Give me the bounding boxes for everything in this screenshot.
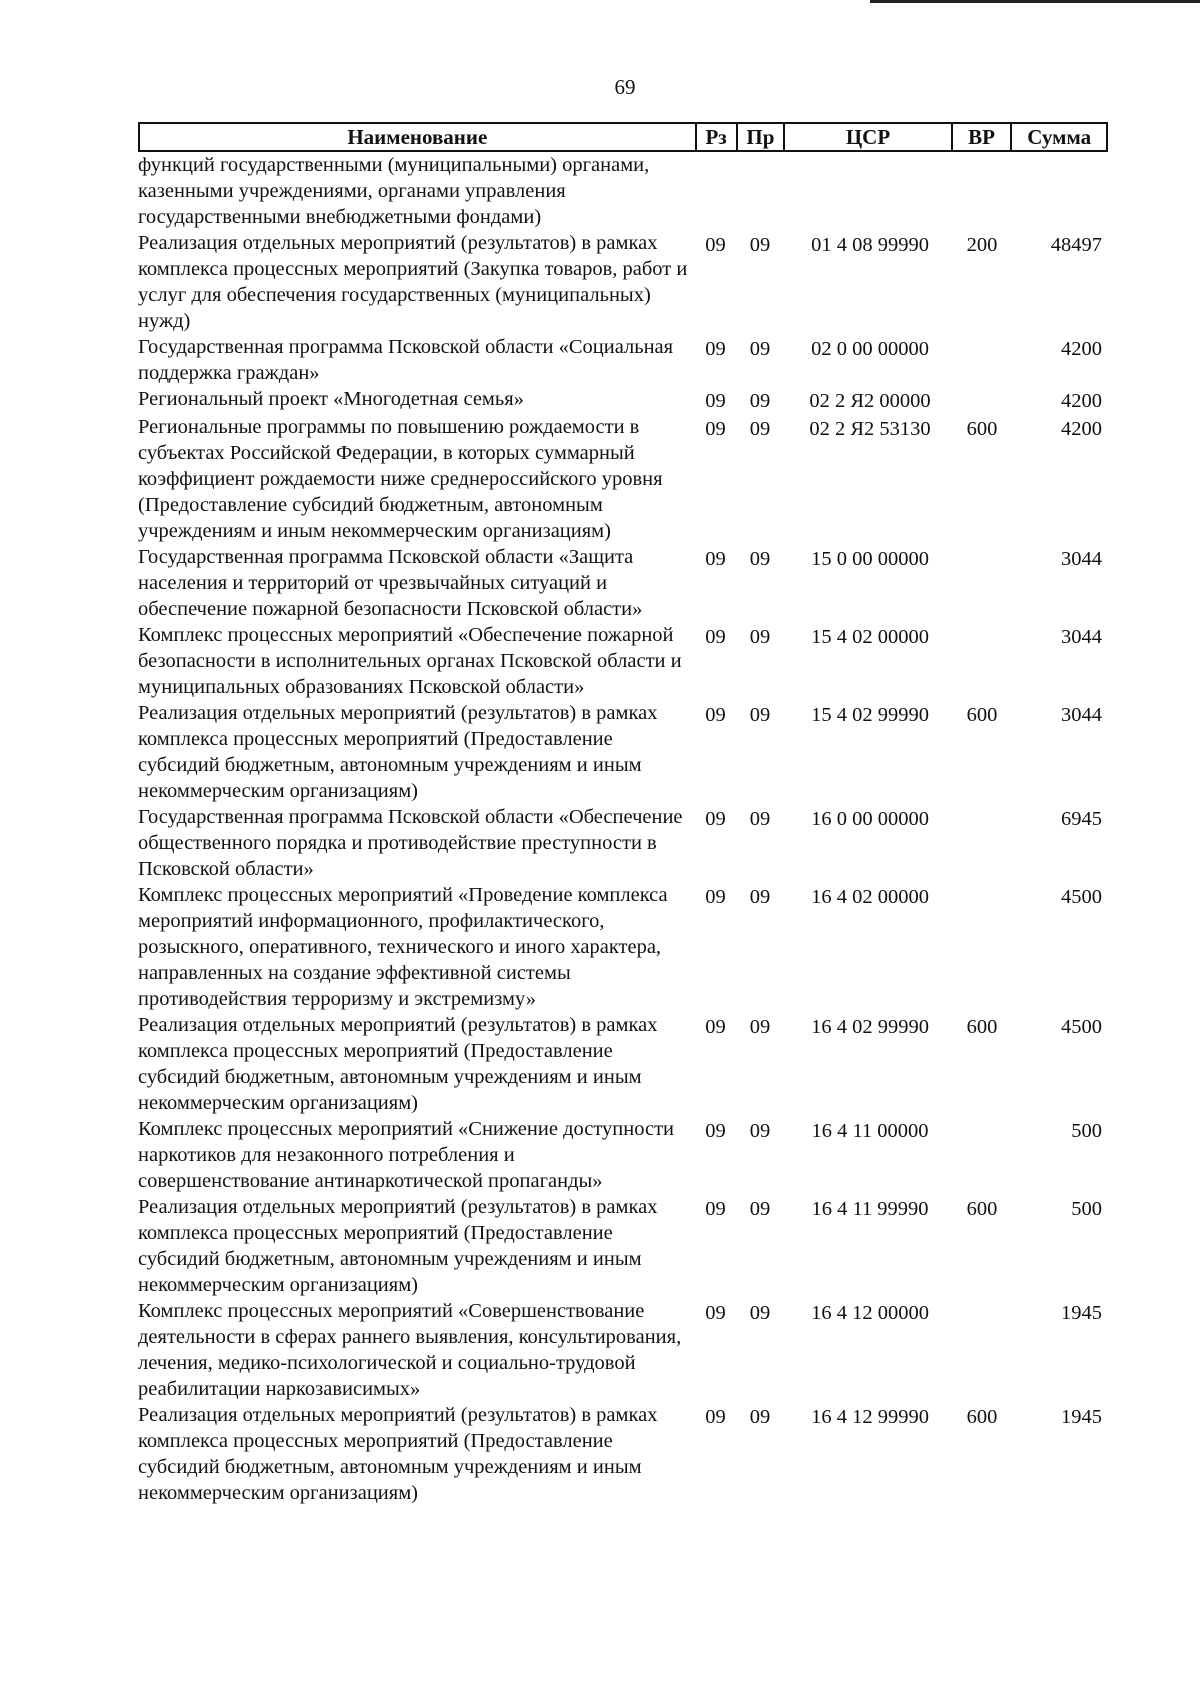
- row-vr-text: [952, 882, 1012, 884]
- row-vr-text: 600: [966, 1198, 998, 1220]
- row-name-text: Реализация отдельных мероприятий (результатов) в рамках комплекса процессных мероприятий (Предоставление субсидий бюджетным, автономным учреждениям и иным некоммерческим организациям): [138, 1404, 658, 1504]
- row-pr: [736, 622, 784, 700]
- row-pr: [736, 882, 784, 1012]
- row-vr: [952, 1012, 1012, 1116]
- row-rz-text: [695, 152, 736, 154]
- table-row: [138, 152, 1108, 230]
- table-row: [138, 334, 1108, 386]
- row-vr-text: [952, 152, 1012, 154]
- table-row: [138, 544, 1108, 622]
- row-name: [138, 152, 695, 230]
- row-rz-text: 09: [705, 1406, 726, 1428]
- row-sum: [1012, 1012, 1108, 1116]
- row-pr-text: 09: [749, 808, 771, 830]
- row-pr-text: 09: [749, 234, 771, 256]
- row-rz-text: 09: [705, 626, 726, 648]
- row-csr: [784, 622, 952, 700]
- row-pr: [736, 700, 784, 804]
- row-rz: [695, 1298, 736, 1402]
- table-row: [138, 1298, 1108, 1402]
- row-name: [138, 386, 695, 414]
- row-rz-text: 09: [705, 548, 726, 570]
- row-pr: [736, 152, 784, 230]
- header-name: Наименование: [347, 124, 488, 149]
- row-csr-text: 16 0 00 00000: [811, 808, 929, 830]
- row-name: [138, 334, 695, 386]
- table-row: [138, 1402, 1108, 1506]
- row-pr: [736, 386, 784, 414]
- row-vr-text: 200: [966, 234, 998, 256]
- row-csr-text: 02 0 00 00000: [811, 338, 929, 360]
- row-rz: [695, 882, 736, 1012]
- row-name-text: функций государственными (муниципальными) органами, казенными учреждениями, органами управления государственными внебюджетными фондами): [138, 154, 650, 228]
- row-sum: [1012, 804, 1108, 882]
- row-pr-text: [736, 152, 784, 154]
- row-sum-text: 500: [1071, 1120, 1102, 1142]
- row-vr-text: 600: [966, 1016, 998, 1038]
- row-rz: [695, 1194, 736, 1298]
- row-csr: [784, 334, 952, 386]
- header-csr: ЦСР: [783, 124, 950, 150]
- table-row: [138, 1116, 1108, 1194]
- table-row: [138, 804, 1108, 882]
- row-rz: [695, 334, 736, 386]
- row-rz: [695, 414, 736, 544]
- row-csr: [784, 230, 952, 334]
- row-vr: [952, 386, 1012, 414]
- row-rz-text: 09: [705, 390, 726, 412]
- row-csr: [784, 700, 952, 804]
- row-sum-text: 3044: [1061, 704, 1102, 726]
- table-row: [138, 882, 1108, 1012]
- row-sum-text: 500: [1071, 1198, 1102, 1220]
- row-pr-text: 09: [749, 1406, 771, 1428]
- table-row: [138, 700, 1108, 804]
- row-pr: [736, 230, 784, 334]
- row-name-text: Региональный проект «Многодетная семья»: [138, 388, 524, 410]
- header-pr: Пр: [736, 124, 784, 150]
- row-vr-text: 600: [966, 418, 998, 440]
- row-name: [138, 622, 695, 700]
- row-pr-text: 09: [749, 338, 771, 360]
- row-sum: [1012, 334, 1108, 386]
- row-csr: [784, 1012, 952, 1116]
- row-pr-text: 09: [749, 390, 771, 412]
- row-csr: [784, 1116, 952, 1194]
- row-csr: [784, 544, 952, 622]
- row-csr-text: 01 4 08 99990: [811, 234, 929, 256]
- row-vr-text: [952, 386, 1012, 388]
- row-sum: [1012, 700, 1108, 804]
- table-row: [138, 386, 1108, 414]
- row-csr: [784, 882, 952, 1012]
- row-csr: [784, 152, 952, 230]
- row-vr-text: [952, 1116, 1012, 1118]
- budget-table: [138, 122, 1108, 1506]
- row-rz-text: 09: [705, 1302, 726, 1324]
- row-rz-text: 09: [705, 1120, 726, 1142]
- row-sum: [1012, 1116, 1108, 1194]
- row-pr-text: 09: [749, 1302, 771, 1324]
- row-sum-text: 1945: [1061, 1302, 1102, 1324]
- row-pr-text: 09: [749, 1120, 771, 1142]
- row-rz: [695, 386, 736, 414]
- row-name-text: Комплекс процессных мероприятий «Проведение комплекса мероприятий информационного, профилактического, розыскного, оперативного, технического и иного характера, направленных на создание эффективной системы противодействия терроризму и экстремизму»: [138, 884, 668, 1010]
- row-sum-text: 4500: [1061, 1016, 1102, 1038]
- table-row: [138, 622, 1108, 700]
- row-rz: [695, 804, 736, 882]
- row-vr: [952, 1402, 1012, 1506]
- row-sum: [1012, 1298, 1108, 1402]
- header-sum: Сумма: [1010, 124, 1106, 150]
- row-sum-text: 4500: [1061, 886, 1102, 908]
- table-row: [138, 1194, 1108, 1298]
- row-sum: [1012, 230, 1108, 334]
- row-sum: [1012, 414, 1108, 544]
- row-pr-text: 09: [749, 886, 771, 908]
- row-pr-text: 09: [749, 626, 771, 648]
- row-vr: [952, 414, 1012, 544]
- row-sum: [1012, 386, 1108, 414]
- row-pr: [736, 1116, 784, 1194]
- row-vr: [952, 622, 1012, 700]
- row-csr: [784, 414, 952, 544]
- row-pr-text: 09: [749, 1198, 771, 1220]
- row-sum-text: 4200: [1061, 418, 1102, 440]
- row-vr: [952, 804, 1012, 882]
- row-sum-text: 1945: [1061, 1406, 1102, 1428]
- row-name-text: Реализация отдельных мероприятий (результатов) в рамках комплекса процессных мероприятий (Предоставление субсидий бюджетным, автономным учреждениям и иным некоммерческим организациям): [138, 1196, 658, 1296]
- row-vr: [952, 1194, 1012, 1298]
- row-vr: [952, 1298, 1012, 1402]
- row-sum: [1012, 544, 1108, 622]
- row-rz-text: 09: [705, 234, 726, 256]
- row-name-text: Государственная программа Псковской области «Обеспечение общественного порядка и противодействие преступности в Псковской области»: [138, 806, 683, 880]
- row-csr: [784, 386, 952, 414]
- row-csr-text: 16 4 11 00000: [811, 1120, 929, 1142]
- row-name: [138, 1116, 695, 1194]
- row-vr-text: 600: [966, 1406, 998, 1428]
- row-pr: [736, 414, 784, 544]
- page-number: 69: [614, 75, 636, 99]
- row-csr-text: 16 4 02 99990: [811, 1016, 929, 1038]
- row-name: [138, 414, 695, 544]
- row-name-text: Государственная программа Псковской области «Защита населения и территорий от чрезвычайных ситуаций и обеспечение пожарной безопасности Псковской области»: [138, 546, 643, 620]
- row-csr: [784, 1298, 952, 1402]
- row-csr-text: 16 4 02 00000: [811, 886, 929, 908]
- row-csr-text: 15 4 02 99990: [811, 704, 929, 726]
- row-pr: [736, 1298, 784, 1402]
- row-vr: [952, 1116, 1012, 1194]
- row-sum-text: 48497: [1050, 234, 1102, 256]
- row-csr-text: 02 2 Я2 53130: [809, 418, 931, 440]
- row-rz-text: 09: [705, 704, 726, 726]
- row-sum-text: 3044: [1061, 626, 1102, 648]
- row-rz-text: 09: [705, 338, 726, 360]
- row-sum: [1012, 152, 1108, 230]
- row-vr-text: [952, 1298, 1012, 1300]
- row-vr: [952, 230, 1012, 334]
- row-name: [138, 1194, 695, 1298]
- row-name-text: Реализация отдельных мероприятий (результатов) в рамках комплекса процессных мероприятий (Предоставление субсидий бюджетным, автономным учреждениям и иным некоммерческим организациям): [138, 1014, 658, 1114]
- row-vr: [952, 334, 1012, 386]
- row-rz-text: 09: [705, 886, 726, 908]
- row-name: [138, 1298, 695, 1402]
- row-pr-text: 09: [749, 418, 771, 440]
- row-sum-text: 3044: [1061, 548, 1102, 570]
- row-vr-text: [952, 334, 1012, 336]
- row-pr-text: 09: [749, 1016, 771, 1038]
- row-sum-text: 6945: [1061, 808, 1102, 830]
- row-csr: [784, 804, 952, 882]
- row-csr-text: 15 4 02 00000: [811, 626, 929, 648]
- row-vr: [952, 544, 1012, 622]
- row-rz-text: 09: [705, 1198, 726, 1220]
- row-pr: [736, 544, 784, 622]
- row-name: [138, 544, 695, 622]
- row-name: [138, 804, 695, 882]
- row-name: [138, 230, 695, 334]
- row-rz: [695, 544, 736, 622]
- row-vr: [952, 700, 1012, 804]
- header-vr: ВР: [951, 124, 1011, 150]
- row-name-text: Государственная программа Псковской области «Социальная поддержка граждан»: [138, 336, 674, 384]
- row-csr-text: 02 2 Я2 00000: [809, 390, 931, 412]
- row-sum-text: 4200: [1061, 338, 1102, 360]
- row-pr: [736, 1194, 784, 1298]
- row-name-text: Региональные программы по повышению рождаемости в субъектах Российской Федерации, в которых суммарный коэффициент рождаемости ниже среднероссийского уровня (Предоставление субсидий бюджетным, автономным учреждениям и иным некоммерческим организациям): [138, 416, 663, 542]
- row-rz: [695, 700, 736, 804]
- row-name-text: Реализация отдельных мероприятий (результатов) в рамках комплекса процессных мероприятий (Закупка товаров, работ и услуг для обеспечения государственных (муниципальных) нужд): [138, 232, 688, 332]
- row-rz-text: 09: [705, 808, 726, 830]
- row-sum-text: [1012, 152, 1102, 154]
- row-rz: [695, 1012, 736, 1116]
- row-name: [138, 1012, 695, 1116]
- table-row: [138, 414, 1108, 544]
- row-pr: [736, 804, 784, 882]
- row-rz: [695, 230, 736, 334]
- row-rz: [695, 1116, 736, 1194]
- row-sum: [1012, 1194, 1108, 1298]
- row-sum: [1012, 1402, 1108, 1506]
- row-csr: [784, 1194, 952, 1298]
- row-csr-text: 15 0 00 00000: [811, 548, 929, 570]
- row-name: [138, 1402, 695, 1506]
- row-name-text: Комплекс процессных мероприятий «Обеспечение пожарной безопасности в исполнительных органах Псковской области и муниципальных образованиях Псковской области»: [138, 624, 682, 698]
- row-vr-text: [952, 544, 1012, 546]
- header-rz: Рз: [695, 124, 736, 150]
- row-sum: [1012, 622, 1108, 700]
- row-name-text: Комплекс процессных мероприятий «Совершенствование деятельности в сферах раннего выявления, консультирования, лечения, медико-психологической и социально-трудовой реабилитации наркозависимых»: [138, 1300, 682, 1400]
- row-csr: [784, 1402, 952, 1506]
- row-csr-text: [788, 152, 952, 154]
- row-vr: [952, 152, 1012, 230]
- row-rz: [695, 1402, 736, 1506]
- row-pr: [736, 334, 784, 386]
- table-row: [138, 1012, 1108, 1116]
- row-vr-text: [952, 804, 1012, 806]
- row-rz-text: 09: [705, 1016, 726, 1038]
- row-name: [138, 882, 695, 1012]
- row-name-text: Реализация отдельных мероприятий (результатов) в рамках комплекса процессных мероприятий (Предоставление субсидий бюджетным, автономным учреждениям и иным некоммерческим организациям): [138, 702, 658, 802]
- table-body: [138, 152, 1108, 1506]
- row-pr-text: 09: [749, 548, 771, 570]
- row-pr: [736, 1012, 784, 1116]
- row-csr-text: 16 4 12 99990: [811, 1406, 929, 1428]
- row-sum-text: 4200: [1061, 390, 1102, 412]
- row-vr: [952, 882, 1012, 1012]
- top-right-rule: [870, 0, 1200, 3]
- row-pr: [736, 1402, 784, 1506]
- row-vr-text: [952, 622, 1012, 624]
- row-rz: [695, 622, 736, 700]
- row-vr-text: 600: [966, 704, 998, 726]
- row-name-text: Комплекс процессных мероприятий «Снижение доступности наркотиков для незаконного потребления и совершенствование антинаркотической пропаганды»: [138, 1118, 675, 1192]
- row-name: [138, 700, 695, 804]
- row-sum: [1012, 882, 1108, 1012]
- row-csr-text: 16 4 12 00000: [811, 1302, 929, 1324]
- table-row: [138, 230, 1108, 334]
- row-csr-text: 16 4 11 99990: [811, 1198, 929, 1220]
- row-pr-text: 09: [749, 704, 771, 726]
- row-rz-text: 09: [705, 418, 726, 440]
- row-rz: [695, 152, 736, 230]
- table-header: [138, 122, 1108, 152]
